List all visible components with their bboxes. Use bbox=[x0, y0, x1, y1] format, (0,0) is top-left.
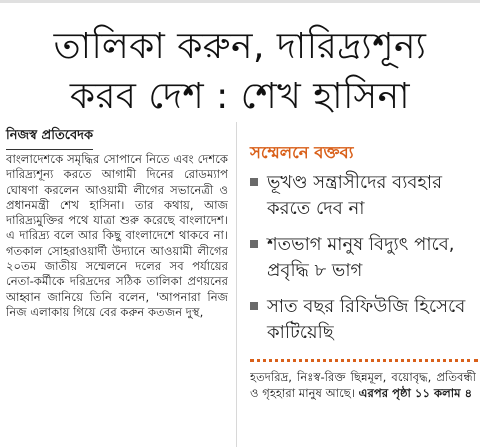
dotted-divider bbox=[250, 359, 478, 362]
article-body: বাংলাদেশকে সমৃদ্ধির সোপানে নিতে এবং দেশকে দারিদ্র্যশূন্য করতে আগামী দিনের রোডম্যাপ ঘোষণা করলেন আওয়ামী লীগের সভানেত্রী ও প্রধানমন্ত্রী শেখ হাসিনা। তার কথায়, আজ দারিদ্র্যমুক্তির পথে যাত্রা শুরু করেছে বাংলাদেশ। এ দারিদ্র্য বলে আর কিছু বাংলাদেশে থাকবে না। গতকাল সোহরাওয়ার্দী উদ্যানে আওয়ামী লীগের ২০তম জাতীয় সম্মেলনে দলের সব পর্যায়ের নেতা-কর্মীকে দরিদ্রদের সঠিক তালিকা প্রণয়নের আহ্বান জানিয়ে তিনি বলেন, 'আপনারা নিজ নিজ এলাকায় গিয়ে বের করুন কতজন দুস্থ, bbox=[6, 152, 228, 319]
square-bullet-icon bbox=[250, 302, 258, 310]
list-item bbox=[250, 232, 476, 284]
list-item bbox=[250, 294, 476, 346]
list-item-text: শতভাগ মানুষ বিদ্যুৎ পাবে, প্রবৃদ্ধি ৮ ভাগ bbox=[267, 234, 455, 281]
list-item bbox=[250, 170, 476, 222]
square-bullet-icon bbox=[250, 178, 258, 186]
square-bullet-icon bbox=[250, 240, 258, 248]
continued-reference: এরপর পৃষ্ঠা ১১ কলাম ৪ bbox=[358, 385, 473, 400]
top-rule bbox=[0, 0, 480, 3]
sidebar-list bbox=[250, 170, 476, 356]
sidebar-footer bbox=[250, 370, 476, 445]
list-item-text: ভূখণ্ড সন্ত্রাসীদের ব্যবহার করতে দেব না bbox=[267, 172, 443, 219]
sidebar-footer-text: হতদরিদ্র, নিঃস্ব-রিক্ত ছিন্নমূল, বয়োবৃদ্ধ, প্রতিবন্ধী ও গৃহহারা মানুষ আছে। bbox=[250, 370, 476, 400]
headline-line-2: করব দেশ : শেখ হাসিনা bbox=[69, 76, 411, 117]
list-item-text: সাত বছর রিফিউজি হিসেবে কাটিয়েছি bbox=[267, 296, 466, 343]
headline bbox=[0, 22, 480, 122]
byline: নিজস্ব প্রতিবেদক bbox=[6, 126, 93, 150]
headline-line-1: তালিকা করুন, দারিদ্র্যশূন্য bbox=[53, 26, 427, 67]
sidebar-title: সম্মেলনে বক্তব্য bbox=[250, 143, 354, 162]
column-divider bbox=[236, 122, 237, 447]
